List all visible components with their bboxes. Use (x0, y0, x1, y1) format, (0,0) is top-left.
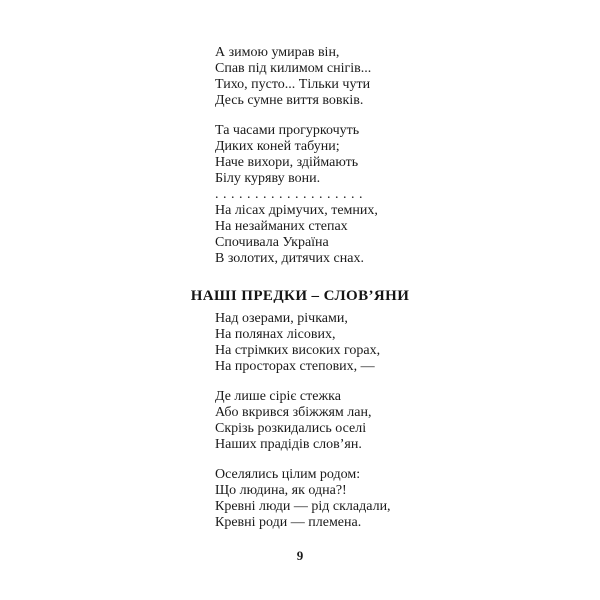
stanza (215, 203, 600, 267)
poem-line: Кревні роди — племена. (215, 515, 362, 530)
poem-line: Диких коней табуни; (215, 139, 340, 154)
poem-line: Наших прадідів слов’ян. (215, 437, 362, 452)
poem-line: Спав під килимом снігів... (215, 61, 372, 76)
stanza (215, 467, 600, 531)
poem-line: Білу куряву вони. (215, 171, 321, 186)
poem-line: На просторах степових, — (215, 359, 375, 374)
stanza (215, 311, 600, 375)
poem-line: Спочивала Україна (215, 235, 329, 250)
stanza (215, 123, 600, 187)
poem-line: Десь сумне виття вовків. (215, 93, 364, 108)
poem-line: Тихо, пусто... Тільки чути (215, 77, 371, 92)
poem-line: Оселялись цілим родом: (215, 467, 361, 482)
poem-line: На стрімких високих горах, (215, 343, 381, 358)
stanza (215, 45, 600, 109)
poem-line: В золотих, дитячих снах. (215, 251, 364, 266)
ellipsis-separator: . . . . . . . . . . . . . . . . . . . (215, 187, 363, 202)
poem-line: Наче вихори, здіймають (215, 155, 359, 170)
poem-line: На лісах дрімучих, темних, (215, 203, 378, 218)
poem-line: Де лише сіріє стежка (215, 389, 341, 404)
poem-line: На незайманих степах (215, 219, 348, 234)
poem-line: А зимою умирав він, (215, 45, 340, 60)
poem-line: На полянах лісових, (215, 327, 336, 342)
poem-line: Скрізь розкидались оселі (215, 421, 367, 436)
poem-title: НАШІ ПРЕДКИ – СЛОВ’ЯНИ (190, 288, 410, 304)
poem-line: Кревні люди — рід складали, (215, 499, 391, 514)
poem-line: Над озерами, річками, (215, 311, 348, 326)
stanza (215, 389, 600, 453)
poem-line: Або вкрився збіжжям лан, (215, 405, 372, 420)
poem-line: Та часами прогуркочуть (215, 123, 360, 138)
poem-line: Що людина, як одна?! (215, 483, 347, 498)
page-number: 9 (296, 548, 304, 563)
